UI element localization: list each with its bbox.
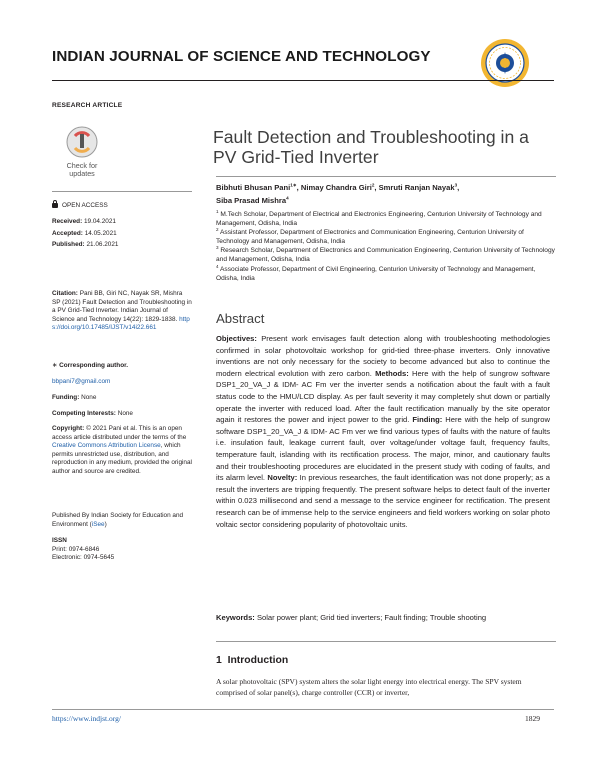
issn-label: ISSN — [52, 537, 67, 544]
corr-star: ∗ — [52, 362, 58, 369]
affil-3: Research Scholar, Department of Electronics and Communication Engineering, Centurion University of Technology and Management, Odisha, India — [216, 247, 555, 264]
author-3-sup: 3 — [454, 182, 458, 188]
competing-value: None — [117, 410, 133, 417]
publisher-text-a: Published By Indian Society for Education and Environment ( — [52, 512, 184, 528]
accepted-label: Accepted: — [52, 229, 83, 237]
abstract-heading: Abstract — [216, 311, 265, 326]
keywords — [216, 612, 550, 624]
methods-text: Here with the help of sungrow software DSP1_20_VA_J & IDM- AC Fm ver the inverter sends a notification about the fault with a fault status code to the HMU/LCD display. As per fault severity it may completely shut down or partially operate the inverter with reduced load. After the fault rectification manually by the site operator again it restores the power and inject power to the grid. — [216, 368, 550, 425]
author-3: Smruti Ranjan Nayak — [378, 183, 455, 192]
page-number: 1829 — [525, 714, 540, 723]
check-for-updates-icon — [56, 124, 108, 160]
affil-3-num: 3 — [216, 245, 219, 251]
author-list: Bibhuti Bhusan Pani$^{1∗}$, Nimay Chandra Giri$^2$, Smruti Ranjan Nayak$^3$, Siba Prasad Mishra$^4$ — [216, 182, 460, 205]
open-access-label: OPEN ACCESS — [62, 202, 108, 209]
sidebar-rule — [52, 191, 192, 192]
novelty-text: In previous researches, the fault identification was not done properly; as a result the inverters are tripping frequently. The present software helps to detect fault of the inverter within 0.023 millisecond and send a message to the service engineer for rectification. The present research can be of immense help to the service engineers and field workers working on solar photo voltaic sector considering popularity of photovoltaic units. — [216, 473, 550, 529]
copyright-label: Copyright: — [52, 425, 85, 432]
accepted-date: 14.05.2021 — [84, 229, 117, 237]
open-access-lock-icon — [52, 203, 58, 208]
abstract-rule — [216, 641, 556, 642]
affil-2-num: 2 — [216, 227, 219, 232]
title-line-1: Fault Detection and Troubleshooting in a — [213, 127, 529, 147]
article-dates — [52, 216, 192, 251]
keywords-label: Keywords: — [216, 613, 255, 622]
introduction-heading — [216, 655, 288, 666]
citation-doi-link[interactable]: https://doi.org/10.17485/IJST/v14i22.661 — [52, 315, 190, 332]
affil-4: Associate Professor, Department of Civil Engineering, Centurion University of Technology and Management, Odisha, India — [216, 265, 536, 282]
competing-label: Competing Interests: — [52, 410, 116, 417]
received-label: Received: — [52, 218, 83, 225]
introduction-text: A solar photovoltaic (SPV) system alters the solar light energy into electrical energy. The SPV system comprised of solar panel(s), charge controller (CCR) or inverter, — [216, 677, 522, 698]
title-rule — [216, 176, 556, 177]
affil-2: Assistant Professor, Department of Electronics and Communication Engineering, Centurion University of Technology and Management, Odisha, India — [216, 229, 524, 246]
objectives-label: Objectives: — [216, 334, 257, 343]
badge-line-1: Check for — [66, 161, 98, 170]
competing-interests — [52, 410, 192, 419]
publisher-text-b: ) — [104, 520, 107, 528]
author-1-sup: 1∗ — [290, 182, 297, 188]
novelty-label: Novelty: — [267, 473, 298, 483]
author-4-sup: 4 — [286, 195, 289, 201]
publisher — [52, 512, 192, 529]
received-date: 19.04.2021 — [83, 218, 116, 225]
copyright — [52, 425, 192, 477]
issn-print: Print: 0974-6846 — [52, 545, 100, 553]
funding-value: None — [81, 394, 97, 401]
issn-block — [52, 537, 192, 563]
keywords-text: Solar power plant; Grid tied inverters; Fault finding; Trouble shooting — [256, 613, 487, 622]
abstract-body — [216, 333, 550, 530]
article-type: RESEARCH ARTICLE — [52, 102, 123, 109]
funding — [52, 394, 192, 403]
finding-label: Finding: — [412, 415, 443, 425]
published-label: Published: — [52, 241, 85, 249]
intro-number: 1 — [216, 655, 222, 666]
intro-title: Introduction — [227, 655, 289, 666]
corr-label: Corresponding author. — [59, 362, 129, 369]
license-link[interactable]: Creative Commons Attribution License — [52, 442, 161, 450]
corresponding-author — [52, 362, 192, 371]
citation-text: Pani BB, Giri NC, Nayak SR, Mishra SP (2021) Fault Detection and Troubleshooting in a PV Grid-Tied Inverter. Indian Journal of Science and Technology 14(22): 1829-1838. — [52, 290, 192, 323]
copyright-text-a: © 2021 Pani et al. This is an open access article distributed under the terms of the — [52, 425, 187, 441]
methods-label: Methods: — [375, 368, 409, 378]
journal-title: INDIAN JOURNAL OF SCIENCE AND TECHNOLOGY — [52, 48, 431, 65]
objectives-text: Present work envisages fault detection along with troubleshooting methodologies confirmed in solar photovoltaic workshop for grid-tied three-phase inverters. Only innovative inventions are not only necessary for the society to become advanced but also to continue the modern electrical evolution with zero carbon. — [216, 334, 550, 378]
citation-label: Citation: — [52, 290, 78, 297]
finding-text: Here with the help of sungrow software DSP1_20_VA_J & IDM- AC Fm ver we find various types of faults with the nature of faults i.e. insulation fault, leakage current fault, over voltage/under voltage fault, frequency faults, temperature fault, islanding with its rectification process. The major, minor, and cautionary faults and their troubleshooting procedures are elucidated in the present study with coding of faults, and its alarm level. — [216, 415, 550, 483]
badge-line-2: updates — [69, 169, 95, 178]
author-2-sup: 2 — [371, 182, 375, 188]
affil-1: M.Tech Scholar, Department of Electrical and Electronics Engineering, Centurion University of Technology and Management, Odisha, India — [216, 211, 542, 228]
open-access — [52, 202, 192, 211]
title-line-2: PV Grid-Tied Inverter — [213, 147, 379, 167]
footer-rule — [52, 709, 554, 710]
author-4: Siba Prasad Mishra — [216, 196, 287, 205]
article-title — [213, 127, 558, 167]
published-date: 21.06.2021 — [86, 241, 119, 249]
affil-4-num: 4 — [216, 263, 219, 269]
affil-1-num: 1 — [216, 208, 219, 214]
isee-link[interactable]: iSee — [91, 520, 105, 528]
check-for-updates-badge[interactable] — [56, 124, 108, 180]
corr-email-link[interactable]: bbpani7@gmail.com — [52, 378, 111, 385]
footer-url-link[interactable]: https://www.indjst.org/ — [52, 714, 121, 723]
author-2: Nimay Chandra Giri — [300, 183, 372, 192]
funding-label: Funding: — [52, 394, 80, 401]
author-1: Bibhuti Bhusan Pani — [216, 183, 291, 192]
affiliations — [216, 210, 556, 283]
issn-electronic: Electronic: 0974-5645 — [52, 554, 115, 562]
copyright-text-b: , which permits unrestricted use, distribution, and reproduction in any medium, provided the original author and source are credited. — [52, 442, 192, 475]
citation — [52, 290, 192, 333]
header-rule — [52, 80, 554, 81]
